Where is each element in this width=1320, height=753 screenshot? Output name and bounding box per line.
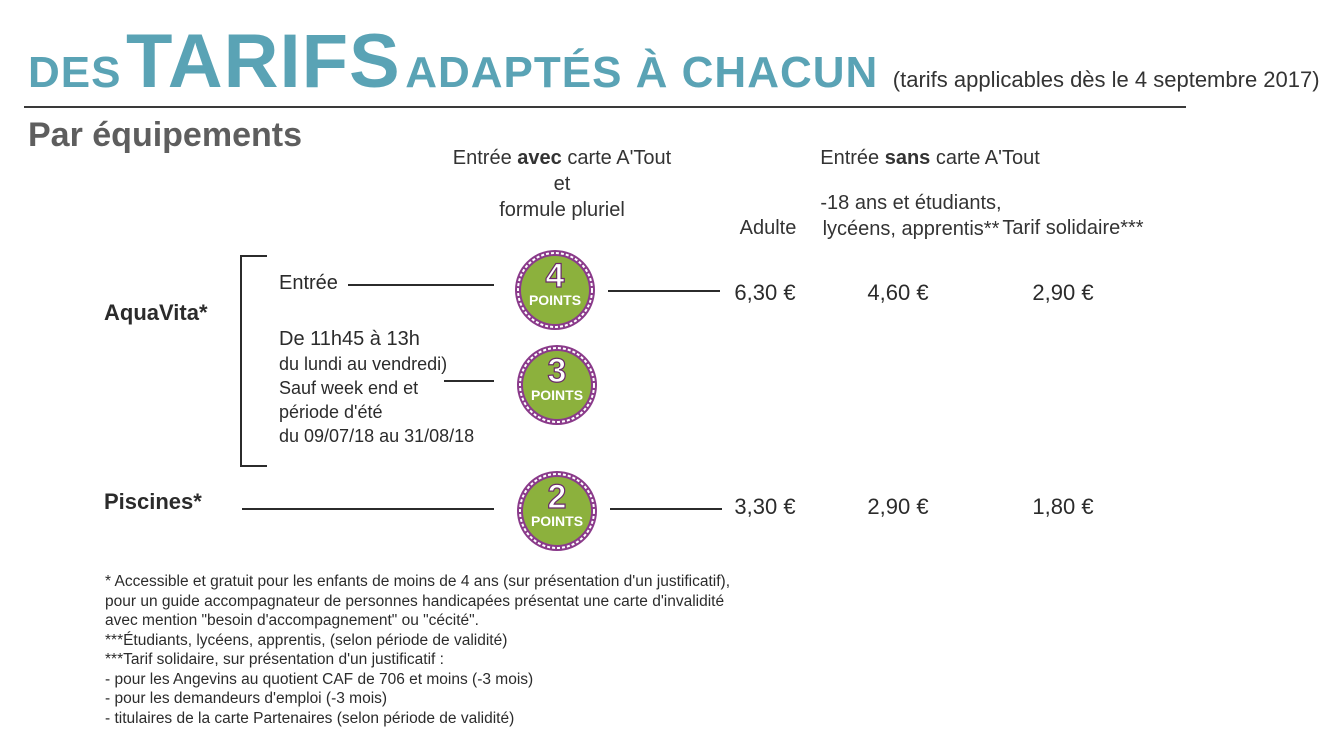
with-card-line2: et bbox=[553, 173, 571, 195]
points-badge-icon bbox=[516, 344, 598, 426]
badge-points-word: POINTS bbox=[530, 513, 584, 529]
price-youth: 2,90 € bbox=[867, 494, 929, 519]
with-card-text-bold: avec bbox=[517, 147, 562, 169]
badge-points-word: POINTS bbox=[528, 292, 582, 308]
column-header-with-card bbox=[452, 145, 672, 223]
section-subtitle: Par équipements bbox=[28, 116, 302, 154]
badge-points-number: 4 bbox=[545, 257, 565, 295]
leader-line bbox=[242, 508, 494, 510]
badge-points-word: POINTS bbox=[530, 387, 584, 403]
title-suffix: ADAPTÉS À CHACUN bbox=[405, 48, 879, 97]
without-card-text-post: carte A'Tout bbox=[930, 147, 1040, 169]
column-header-without-card bbox=[818, 145, 1042, 171]
with-card-text-pre: Entrée bbox=[452, 147, 518, 169]
price-youth: 4,60 € bbox=[867, 280, 929, 305]
column-header-solidarity: Tarif solidaire*** bbox=[1002, 217, 1144, 239]
youth-line2: lycéens, apprentis** bbox=[822, 218, 1000, 240]
header-divider bbox=[24, 106, 1186, 108]
footnote-line: avec mention "besoin d'accompagnement" ou "cécité". bbox=[105, 612, 479, 629]
aquavita-bracket-top bbox=[240, 255, 267, 257]
leader-line bbox=[348, 284, 494, 286]
lunch-line: du 09/07/18 au 31/08/18 bbox=[279, 426, 475, 446]
piscines-label: Piscines* bbox=[104, 489, 202, 514]
price-adult: 3,30 € bbox=[734, 494, 796, 519]
badge-points-number: 2 bbox=[547, 478, 567, 516]
without-card-text-pre: Entrée bbox=[820, 147, 885, 169]
aquavita-bracket-bottom bbox=[240, 465, 267, 467]
price-solidarity: 1,80 € bbox=[1032, 494, 1094, 519]
aquavita-bracket bbox=[240, 255, 242, 467]
footnote-line: - pour les demandeurs d'emploi (-3 mois) bbox=[105, 690, 388, 707]
aquavita-entry-label: Entrée bbox=[279, 272, 338, 294]
title-prefix: DES bbox=[28, 48, 122, 97]
lunch-line: Sauf week end et bbox=[279, 378, 419, 398]
title-main: TARIFS bbox=[125, 19, 401, 104]
page-title bbox=[28, 18, 1320, 105]
aquavita-lunch-text bbox=[279, 326, 474, 448]
badge-points-number: 3 bbox=[547, 352, 567, 390]
title-note: (tarifs applicables dès le 4 septembre 2017) bbox=[892, 67, 1320, 92]
youth-line1: -18 ans et étudiants, bbox=[820, 192, 1002, 214]
aquavita-label: AquaVita* bbox=[104, 300, 208, 325]
points-badge-icon bbox=[514, 249, 596, 331]
lunch-line: De 11h45 à 13h bbox=[279, 328, 420, 350]
footnote-line: ***Tarif solidaire, sur présentation d'un justificatif : bbox=[105, 651, 444, 668]
with-card-text-post: carte A'Tout bbox=[561, 147, 672, 169]
footnote-line: ***Étudiants, lycéens, apprentis, (selon période de validité) bbox=[105, 631, 508, 649]
footnote-line: - titulaires de la carte Partenaires (selon période de validité) bbox=[105, 709, 515, 727]
footnote-line: * Accessible et gratuit pour les enfants de moins de 4 ans (sur présentation d'un justificatif), bbox=[105, 573, 731, 590]
footnote-line: pour un guide accompagnateur de personnes handicapées présentat une carte d'invalidité bbox=[105, 592, 725, 610]
price-solidarity: 2,90 € bbox=[1032, 280, 1094, 305]
column-header-youth bbox=[818, 190, 1004, 242]
price-adult: 6,30 € bbox=[734, 280, 796, 305]
column-header-adult: Adulte bbox=[739, 217, 797, 239]
points-badge-icon bbox=[516, 470, 598, 552]
leader-line bbox=[608, 290, 720, 292]
lunch-line: période d'été bbox=[279, 402, 383, 422]
leader-line bbox=[444, 380, 494, 382]
footnote-line: - pour les Angevins au quotient CAF de 706 et moins (-3 mois) bbox=[105, 670, 534, 688]
without-card-text-bold: sans bbox=[884, 147, 931, 169]
footnotes bbox=[105, 572, 730, 728]
with-card-line3: formule pluriel bbox=[499, 199, 625, 221]
lunch-line: du lundi au vendredi) bbox=[279, 354, 448, 374]
